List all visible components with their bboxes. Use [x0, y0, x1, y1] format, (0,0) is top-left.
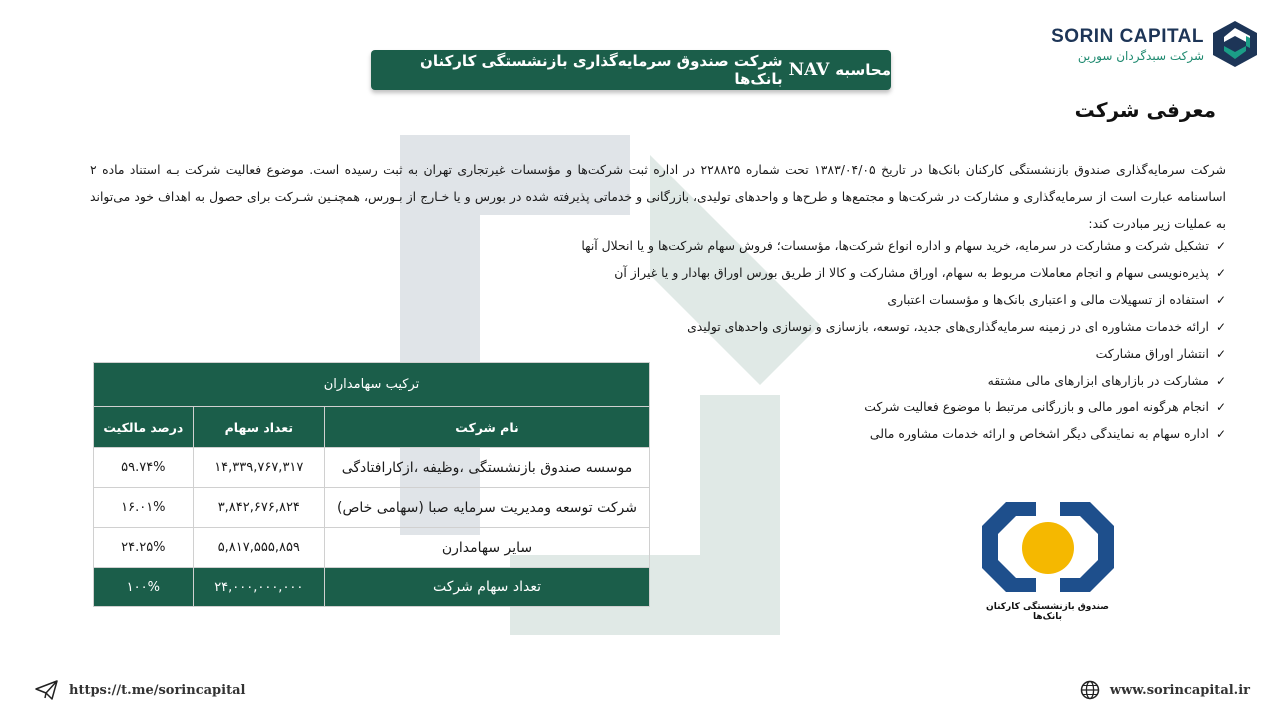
cell-name: شرکت توسعه ومدیریت سرمایه صبا (سهامی خاص) — [324, 488, 649, 528]
sorin-logo-icon — [1212, 20, 1258, 68]
list-item: ✓ استفاده از تسهیلات مالی و اعتباری بانک‌ها و مؤسسات اعتباری — [581, 287, 1226, 314]
fund-logo-caption: صندوق بازنشستگی کارکنان بانک‌ها — [986, 602, 1109, 622]
total-row — [94, 568, 650, 607]
banner-suffix: شرکت صندوق سرمایه‌گذاری بازنشستگی کارکنان بانک‌ها — [420, 52, 783, 88]
list-item: ✓ مشارکت در بازارهای ابزارهای مالی مشتقه — [581, 368, 1226, 395]
banner-prefix: محاسبه — [835, 61, 891, 79]
total-pct: ۱۰۰% — [94, 568, 194, 607]
check-icon: ✓ — [1215, 265, 1226, 280]
cell-count: ۱۴,۳۳۹,۷۶۷,۳۱۷ — [193, 448, 324, 488]
list-item: ✓ تشکیل شرکت و مشارکت در سرمایه، خرید سهام و اداره انواع شرکت‌ها، مؤسسات؛ فروش سهام شرکت‌ها و یا انحلال آنها — [581, 233, 1226, 260]
table-row — [94, 488, 650, 528]
brand-subtitle: شرکت سبدگردان سورین — [1077, 48, 1204, 63]
cell-count: ۵,۸۱۷,۵۵۵,۸۵۹ — [193, 528, 324, 568]
total-name: تعداد سهام شرکت — [324, 568, 649, 607]
table-row — [94, 448, 650, 488]
title-banner — [371, 50, 891, 90]
brand-name: SORIN CAPITAL — [1051, 25, 1204, 47]
list-item: ✓ انتشار اوراق مشارکت — [581, 341, 1226, 368]
check-icon: ✓ — [1215, 427, 1226, 442]
list-item: ✓ انجام هرگونه امور مالی و بازرگانی مرتبط با موضوع فعالیت شرکت — [581, 394, 1226, 421]
header-pct: درصد مالکیت — [94, 407, 194, 448]
section-title: معرفی شرکت — [1074, 98, 1216, 122]
list-item: ✓ اداره سهام به نمایندگی دیگر اشخاص و ارائه خدمات مشاوره مالی — [581, 421, 1226, 448]
fund-emblem-icon — [978, 498, 1118, 596]
intro-paragraph: شرکت سرمایه‌گذاری صندوق بازنشستگی کارکنان بانک‌ها در تاریخ ۱۳۸۳/۰۴/۰۵ تحت شماره ۲۲۸۸۲۵ در اداره ثبت شرکت‌ها و مؤسسات غیرتجاری تهران به ثبت رسیده است. موضوع فعالیت شرکت بـه استناد ماده ۲ اساسنامه عبارت است از سرمایه‌گذاری و مشارکت در شرکت‌ها و مجتمع‌ها و طرح‌ها و واحدهای تولیدی، بازرگانی و خدماتی پذیرفته شده در بورس و یا خـارج از بـورس، همچنـین شـرکت برای حصول به اهداف خود می‌تواند به عملیات زیر مبادرت کند: — [90, 162, 1226, 231]
list-item: ✓ پذیره‌نویسی سهام و انجام معاملات مربوط به سهام، اوراق مشارکت و کالا از طریق بورس اوراق بهادار و یا غیراز آن — [581, 260, 1226, 287]
check-icon: ✓ — [1215, 239, 1226, 253]
website-url[interactable]: www.sorincapital.ir — [1109, 682, 1250, 698]
cell-pct: ۲۴.۲۵% — [94, 528, 194, 568]
check-icon: ✓ — [1215, 346, 1226, 361]
website-link[interactable] — [1080, 680, 1250, 700]
banner-nav: NAV — [788, 60, 830, 80]
cell-pct: ۱۶.۰۱% — [94, 488, 194, 528]
header-name: نام شرکت — [324, 407, 649, 448]
fund-logo — [975, 498, 1120, 622]
cell-pct: ۵۹.۷۴% — [94, 448, 194, 488]
paper-plane-icon — [35, 680, 59, 700]
cell-name: سایر سهامدارن — [324, 528, 649, 568]
header-count: تعداد سهام — [193, 407, 324, 448]
telegram-link[interactable] — [35, 680, 245, 700]
cell-name: موسسه صندوق بازنشستگی ،وظیفه ،ازکارافتادگی — [324, 448, 649, 488]
shareholders-table — [93, 362, 650, 607]
total-count: ۲۴,۰۰۰,۰۰۰,۰۰۰ — [193, 568, 324, 607]
table-caption: ترکیب سهامداران — [94, 363, 650, 407]
telegram-url[interactable]: https://t.me/sorincapital — [69, 682, 246, 698]
table-row — [94, 528, 650, 568]
check-icon: ✓ — [1215, 400, 1226, 415]
list-item: ✓ ارائه خدمات مشاوره ای در زمینه سرمایه‌گذاری‌های جدید، توسعه، بازسازی و نوسازی واحدهای تولیدی — [581, 314, 1226, 341]
globe-icon — [1080, 680, 1100, 700]
brand — [1051, 20, 1258, 68]
activities-list — [581, 233, 1226, 448]
check-icon: ✓ — [1215, 292, 1226, 307]
check-icon: ✓ — [1215, 319, 1226, 334]
check-icon: ✓ — [1215, 373, 1226, 388]
cell-count: ۳,۸۴۲,۶۷۶,۸۲۴ — [193, 488, 324, 528]
